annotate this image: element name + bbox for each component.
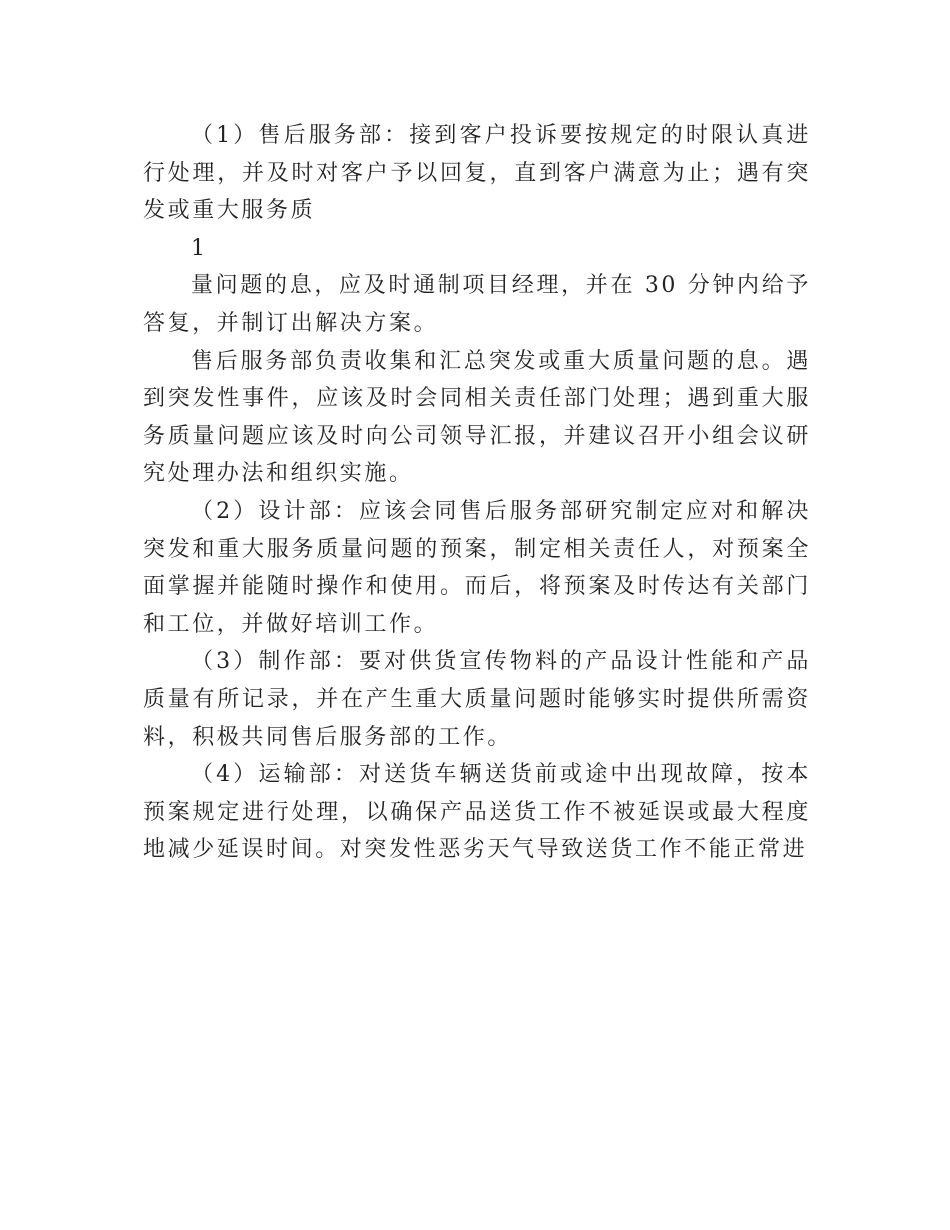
paragraph-design-dept: （2）设计部：应该会同售后服务部研究制定应对和解决突发和重大服务质量问题的预案，制定相关责任人，对预案全面掌握并能随时操作和使用。而后，将预案及时传达有关部门和工位，并做好培训工作。 (143, 498, 811, 637)
document-body (143, 117, 811, 869)
paragraph-after-sales-collection: 售后服务部负责收集和汇总突发或重大质量问题的息。遇到突发性事件，应该及时会同相关责任部门处理；遇到重大服务质量问题应该及时向公司领导汇报，并建议召开小组会议研究处理办法和组织实施。 (143, 348, 811, 487)
paragraph-after-sales-dept: （1）售后服务部：接到客户投诉要按规定的时限认真进行处理，并及时对客户予以回复，直到客户满意为止；遇有突发或重大服务质 (143, 123, 811, 224)
page-number: 1 (191, 235, 205, 261)
paragraph-quality-issue-continued: 量问题的息，应及时通制项目经理，并在 30 分钟内给予答复，并制订出解决方案。 (143, 273, 811, 336)
paragraph-production-dept: （3）制作部：要对供货宣传物料的产品设计性能和产品质量有所记录，并在产生重大质量问题时能够实时提供所需资料，积极共同售后服务部的工作。 (143, 649, 811, 750)
paragraph-transport-dept: （4）运输部：对送货车辆送货前或途中出现故障，按本预案规定进行处理，以确保产品送货工作不被延误或最大程度地减少延误时间。对突发性恶劣天气导致送货工作不能正常进 (143, 762, 811, 863)
